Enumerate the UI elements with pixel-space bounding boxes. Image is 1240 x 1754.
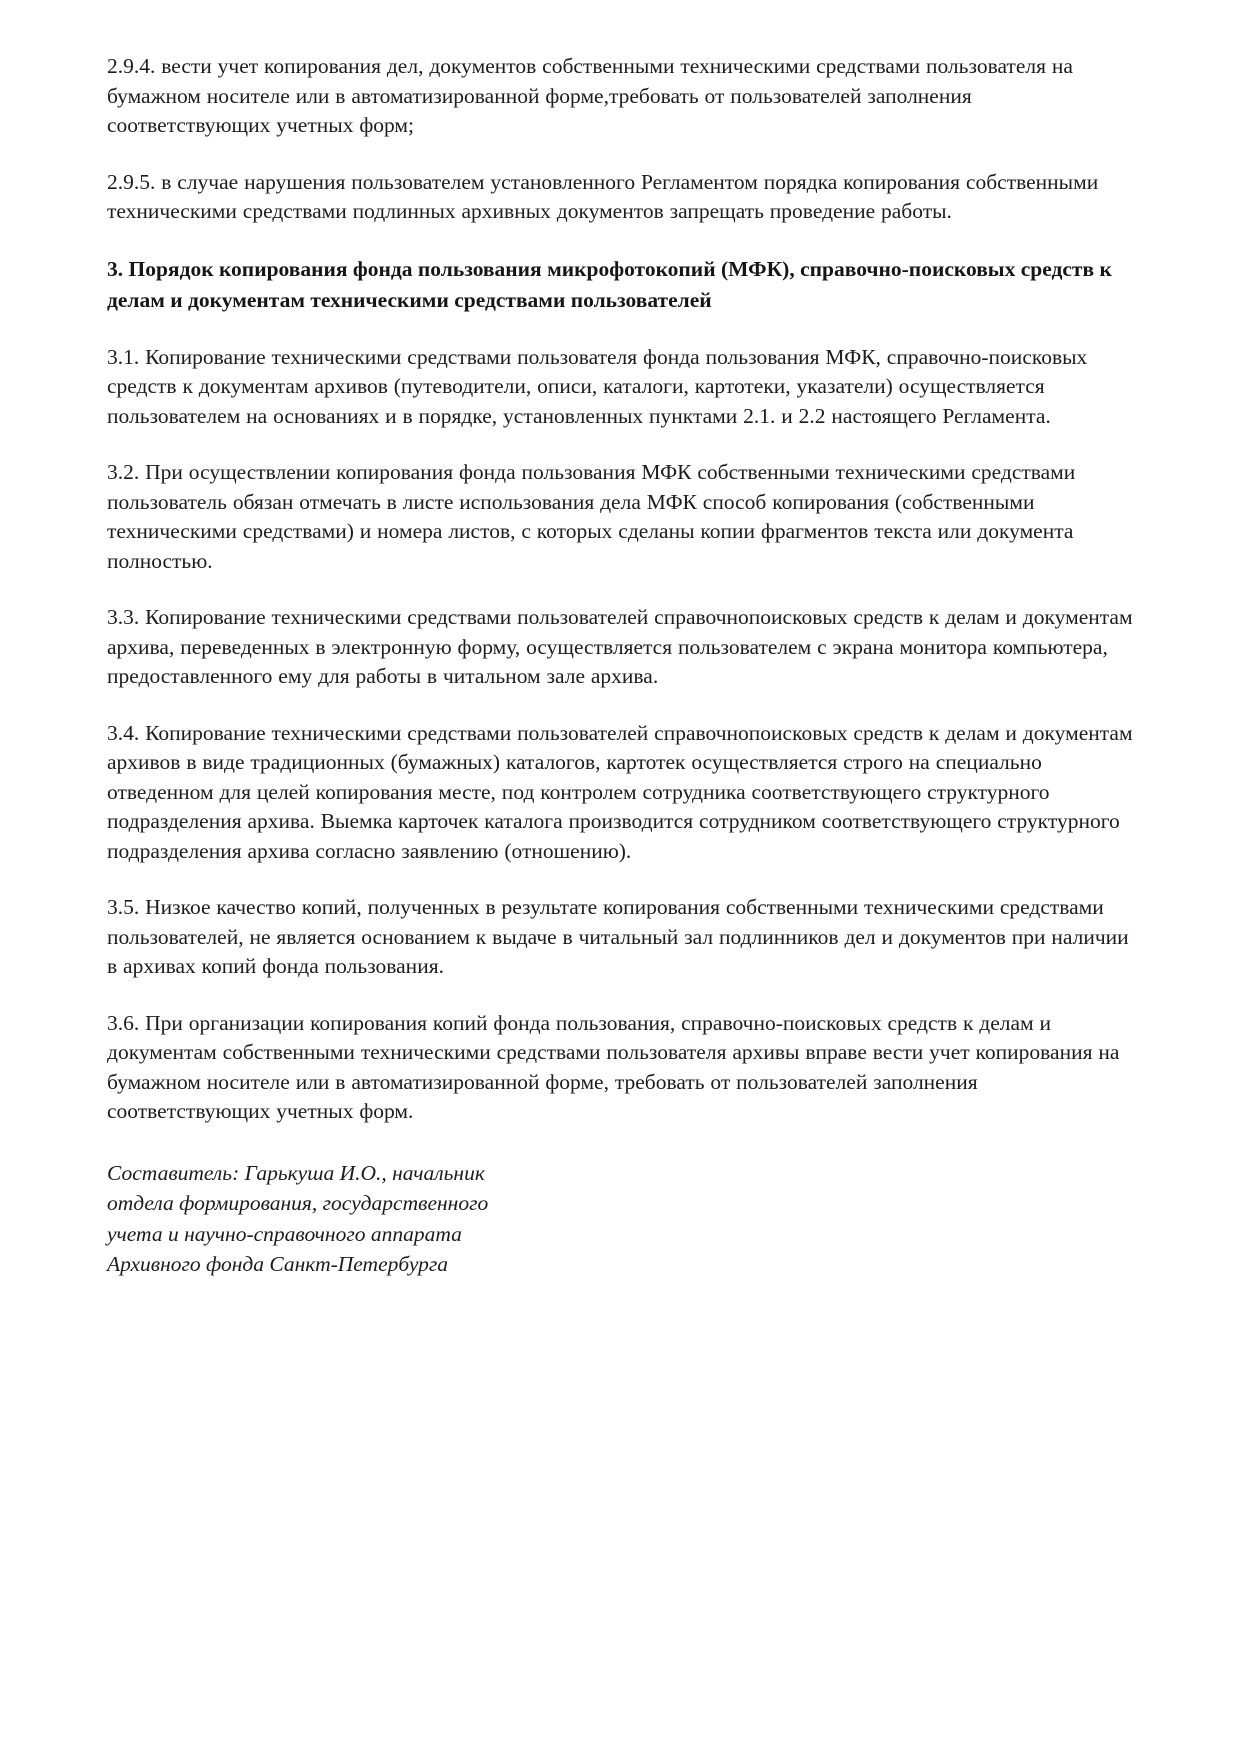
paragraph-clause-3-3: 3.3. Копирование техническими средствами пользователей справочнопоисковых средств к делам и документам архива, переведенных в электронную форму, осуществляется пользователем с экрана монитора компьютера, предоставленного ему для работы в читальном зале архива. bbox=[107, 605, 1133, 688]
signature-line-apparatus: учета и научно-справочного аппарата bbox=[107, 1221, 462, 1246]
signature-line-compiler: Составитель: Гарькуша И.О., начальник bbox=[107, 1160, 485, 1185]
paragraph-clause-3-4: 3.4. Копирование техническими средствами пользователей справочнопоисковых средств к делам и документам архивов в виде традиционных (бумажных) каталогов, картотек осуществляется строго на специально отведенном для целей копирования месте, под контролем сотрудника соответствующего структурного подразделения архива. Выемка карточек каталога производится сотрудником соответствующего структурного подразделения архива согласно заявлению (отношению). bbox=[107, 720, 1133, 863]
paragraph-clause-3-2: 3.2. При осуществлении копирования фонда пользования МФК собственными техническими средствами пользователь обязан отмечать в листе использования дела МФК способ копирования (собственными техническими средствами) и номера листов, с которых сделаны копии фрагментов текста или документа полностью. bbox=[107, 460, 1076, 573]
signature-line-archive-fund: Архивного фонда Санкт-Петербурга bbox=[107, 1252, 449, 1276]
signature-line-department: отдела формирования, государственного bbox=[107, 1191, 489, 1215]
section-3-heading: 3. Порядок копирования фонда пользования микрофотокопий (МФК), справочно-поисковых средств к делам и документам техническими средствами пользователей bbox=[107, 256, 1112, 312]
paragraph-clause-3-5: 3.5. Низкое качество копий, полученных в результате копирования собственными техническими средствами пользователей, не является основанием к выдаче в читальный зал подлинников дел и документов при наличии в архивах копий фонда пользования. bbox=[107, 895, 1129, 978]
paragraph-clause-2-9-4: 2.9.4. вести учет копирования дел, документов собственными техническими средствами пользователя на бумажном носителе или в автоматизированной форме,требовать от пользователей заполнения соответствующих учетных форм; bbox=[107, 54, 1073, 137]
paragraph-clause-3-1: 3.1. Копирование техническими средствами пользователя фонда пользования МФК, справочно-поисковых средств к документам архивов (путеводители, описи, каталоги, картотеки, указатели) осуществляется пользователем на основаниях и в порядке, установленных пунктами 2.1. и 2.2 настоящего Регламента. bbox=[107, 344, 1088, 428]
paragraph-clause-3-6: 3.6. При организации копирования копий фонда пользования, справочно-поисковых средств к делам и документам собственными техническими средствами пользователя архивы вправе вести учет копирования на бумажном носителе или в автоматизированной форме, требовать от пользователей заполнения соответствующих учетных форм. bbox=[107, 1010, 1120, 1123]
signature-block bbox=[107, 1158, 1135, 1280]
paragraph-clause-2-9-5: 2.9.5. в случае нарушения пользователем установленного Регламентом порядка копирования собственными техническими средствами подлинных архивных документов запрещать проведение работы. bbox=[107, 169, 1099, 223]
